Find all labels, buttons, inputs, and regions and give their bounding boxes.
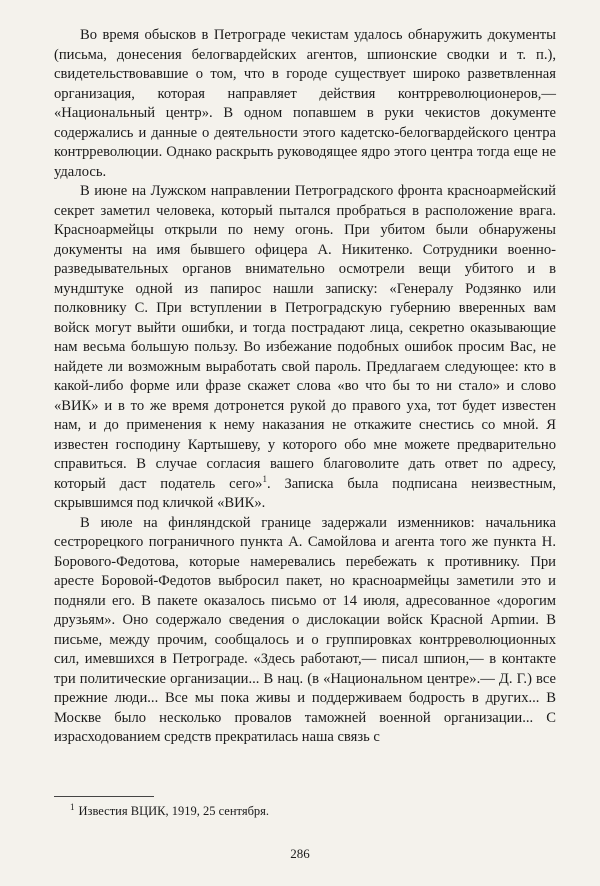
paragraph-2-tail: . Записка была подписана неизвестным, скрывшимся под кличкой «ВИК». xyxy=(54,475,556,511)
footnote-text: Известия ВЦИК, 1919, 25 сентября. xyxy=(78,804,270,818)
footnote xyxy=(70,803,550,819)
footnote-mark: 1 xyxy=(70,801,75,812)
footnote-divider xyxy=(54,796,154,797)
paragraph-2-text: В июне на Лужском направлении Петроградского фронта красноармейский секрет заметил человека, который пытался пробраться в расположение врага. Красноармейцы открыли по нему огонь. При убитом были обнаружены документы на имя бывшего офицера А. Никитенко. Сотрудники военно-разведывательных органов внимательно осмотрели вещи убитого и в мундштуке одной из папирос нашли записку: «Генералу Родзянко или полковнику С. При вступлении в Петроградскую губернию вверенных вам войск могут выйти ошибки, и тогда пострадают лица, секретно оказывающие нам весьма большую пользу. Во избежание подобных ошибок просим Вас, не найдете ли возможным выработать свой пароль. Предлагаем следующее: кто в какой-либо форме или фразе скажет слова «во что бы то ни стало» и слово «ВИК» и в то же время дотронется рукой до правого уха, тот будет известен нам, и до применения к нему наказания не откажите снестись со мной. Я известен господину Картышеву, у которого обо мне можете предварительно справиться. В случае согласия вашего благоволите дать ответ по адресу, который даст податель сего» xyxy=(54,183,556,492)
footnote-ref: 1 xyxy=(262,473,267,484)
paragraph-3: В июле на финляндской границе задержали изменников: начальника сестрорецкого пограничного пункта А. Самойлова и агента того же пункта Н. Борового-Федотова, которые намеревались перебежать к противнику. При аресте Боровой-Федотов выбросил пакет, но красноармейцы заметили это и подняли его. В пакете оказалось письмо от 14 июля, адресованное «дорогим друзьям». Оно содержало сведения о дислокации войск Красной Арmии. В письме, между прочим, сообщалось и о группировках контрреволюционных сил, имевшихся в Петрограде. «Здесь работают,— писал шпион,— в контакте три политические организации... В нац. (в «Национальном центре».— Д. Г.) все прежние люди... Все мы пока живы и поддерживаем бодрость в других... В Москве было несколько провалов таможней военной организации... С израсходованием средств прекратилась наша связь с xyxy=(54,514,556,745)
main-text xyxy=(54,26,556,748)
page-number: 286 xyxy=(290,846,310,861)
paragraph-1: Во время обысков в Петрограде чекистам удалось обнаружить документы (письма, донесения белогвардейских агентов, шпионские сводки и т. п.), свидетельствовавшие о том, что в городе существует широко разветвленная организация, которая направляет действия контрреволюционеров,— «Национальный центр». В одном попавшем в руки чекистов документе содержались и данные о деятельности этого кадетско-белогвардейского центра контрреволюции. Однако раскрыть руководящее ядро этого центра тогда еще не удалось. xyxy=(54,27,556,180)
paragraph-2 xyxy=(54,182,556,514)
